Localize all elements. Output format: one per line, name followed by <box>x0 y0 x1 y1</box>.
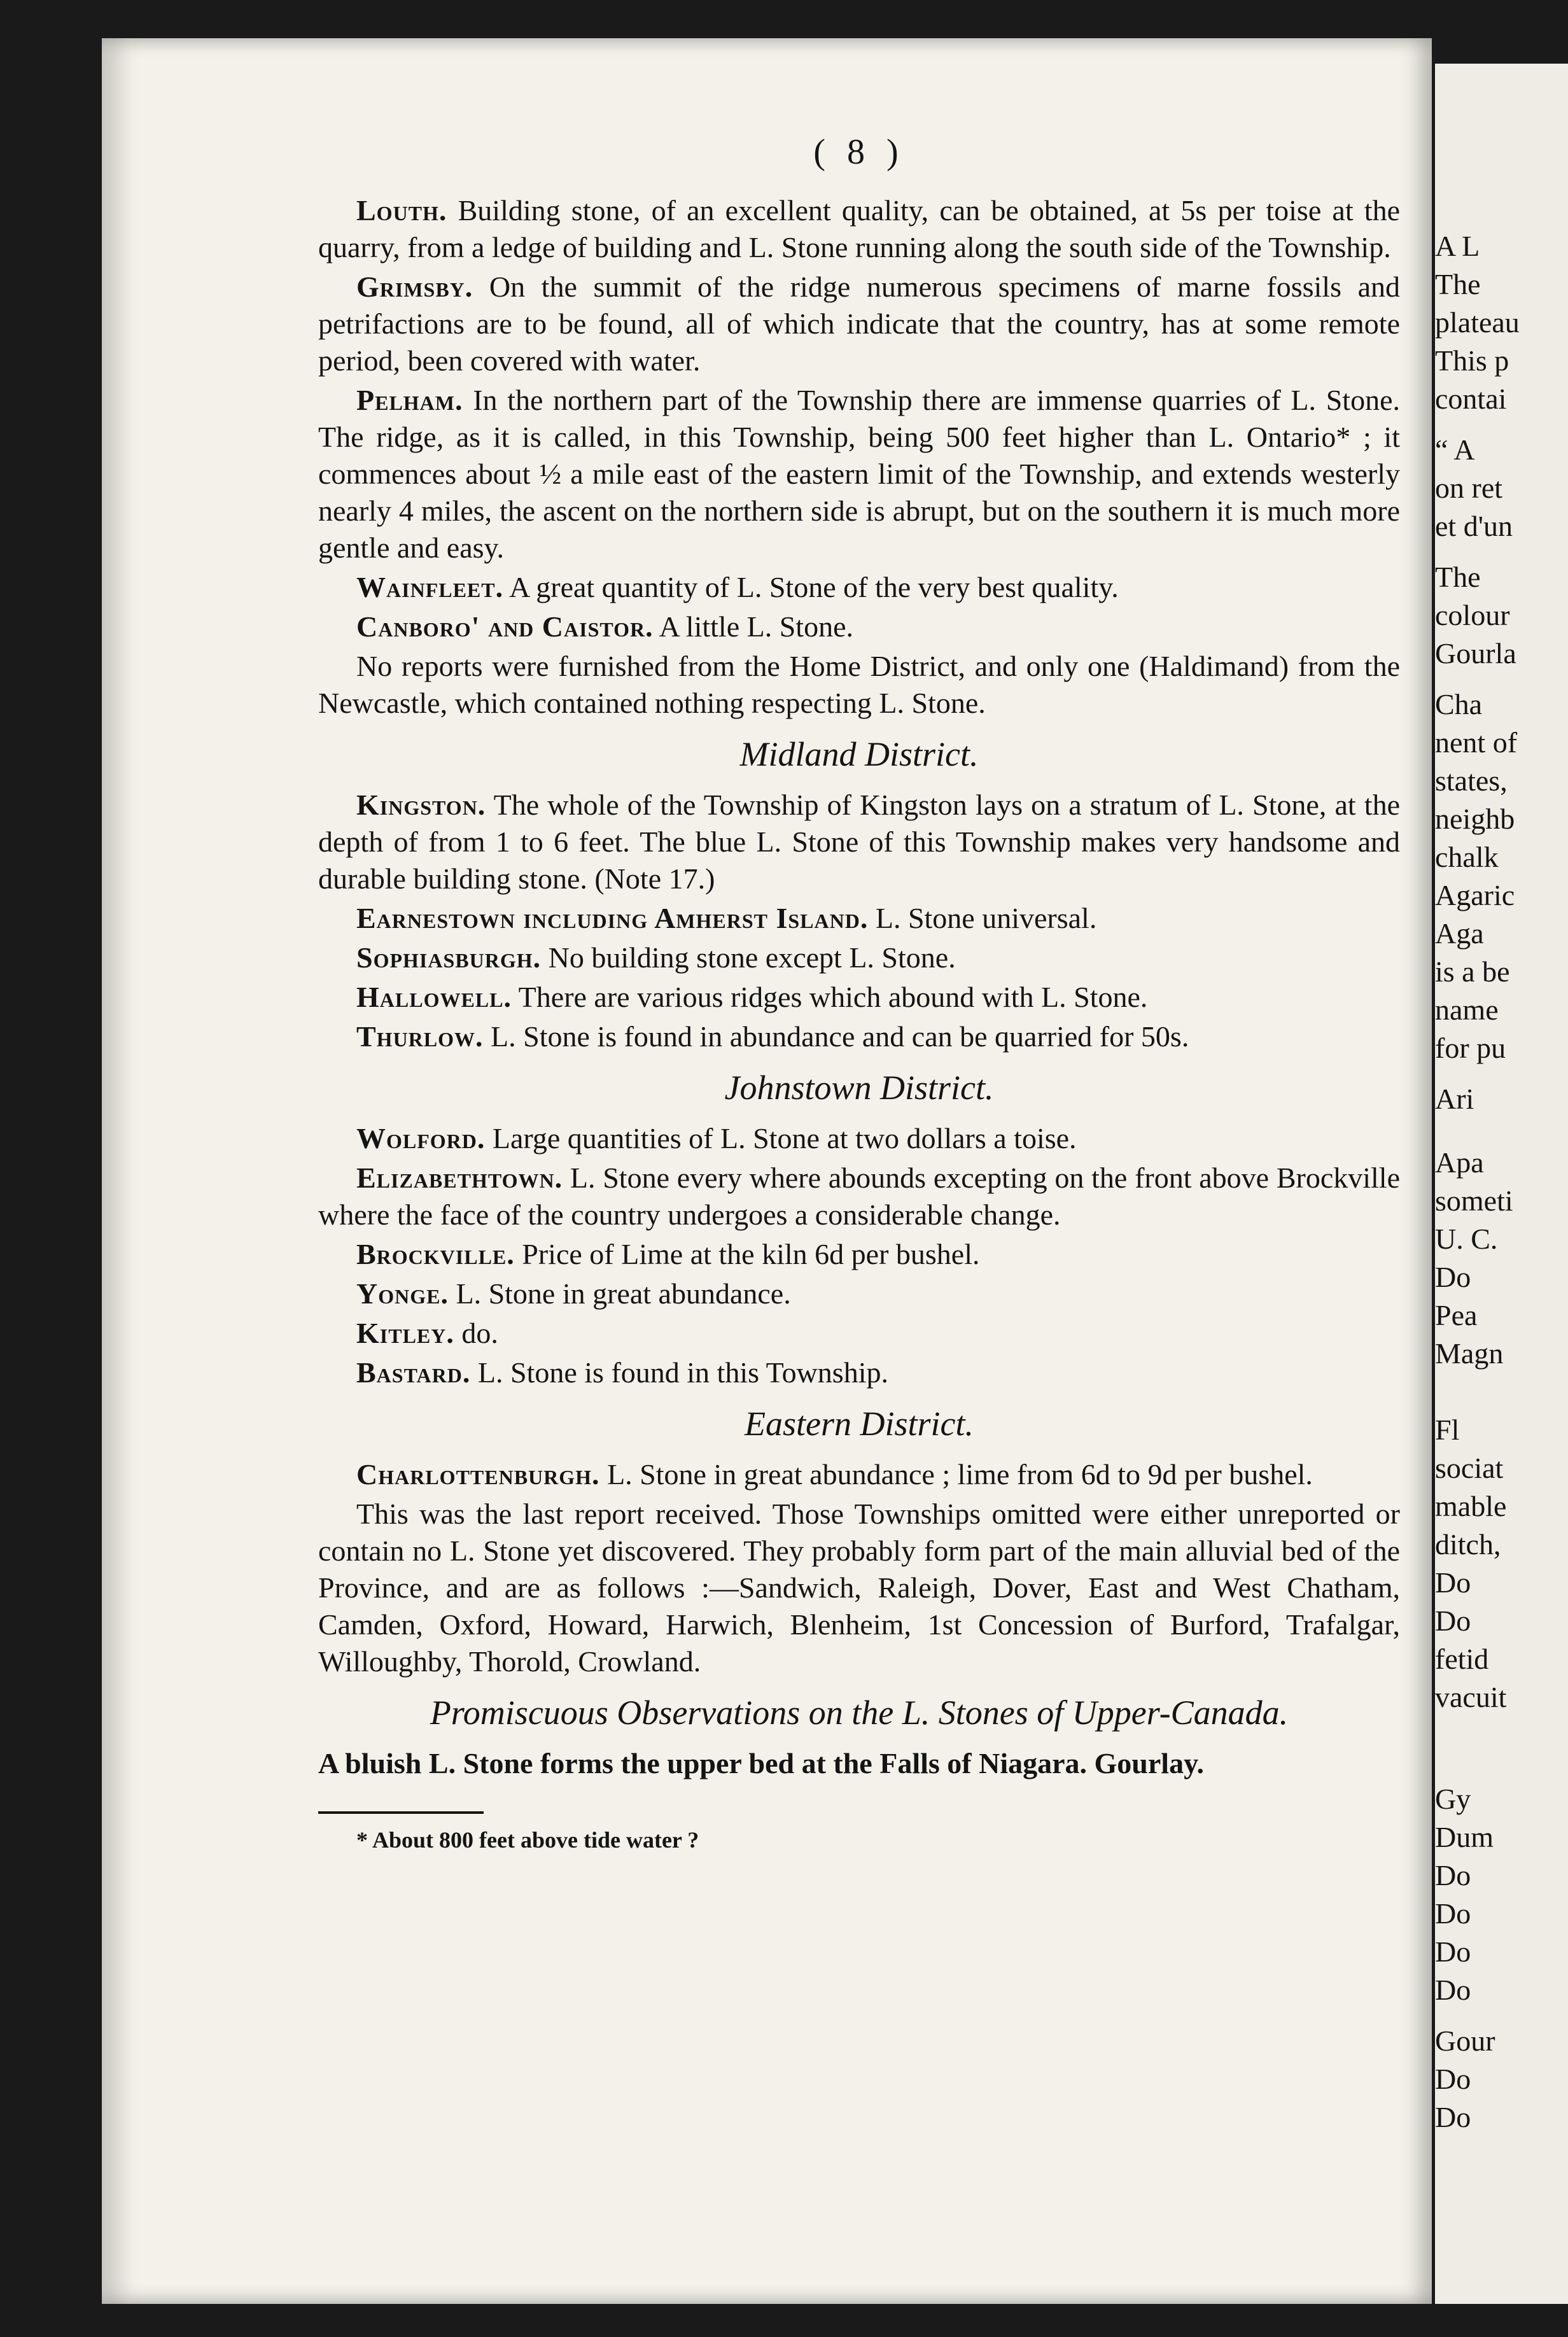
facing-page-fragment: Fl <box>1435 1414 1460 1446</box>
township-name: Earnestown including Amherst Island. <box>356 902 869 934</box>
paragraph <box>318 1315 1400 1352</box>
section-c <box>318 1120 1400 1391</box>
page-text <box>318 134 1400 1858</box>
facing-page-fragment: This p <box>1435 344 1509 377</box>
township-name: Yonge. <box>356 1277 449 1310</box>
paragraph-text: No building stone except L. Stone. <box>548 941 956 974</box>
paragraph-text: L. Stone in great abundance ; lime from 6d to 9d per bushel. <box>607 1458 1313 1491</box>
paragraph-text: A little L. Stone. <box>659 610 853 643</box>
section-b <box>318 787 1400 1055</box>
facing-page-fragment: Do <box>1435 1859 1471 1891</box>
heading-promiscuous-observations: Promiscuous Observations on the L. Stones of Upper-Canada. <box>430 1694 1289 1732</box>
facing-page-fragment: plateau <box>1435 306 1520 339</box>
heading-midland-district: Midland District. <box>739 735 979 773</box>
paragraph-text: The whole of the Township of Kingston lays on a stratum of L. Stone, at the depth of from 1 to 6 feet. The blue L. Stone of this Township makes very handsome and durable building stone. (Note 17.) <box>318 789 1400 895</box>
paragraph <box>318 569 1400 606</box>
township-name: Elizabethtown. <box>356 1161 563 1194</box>
township-name: Hallowell. <box>356 981 512 1013</box>
paragraph-text: do. <box>461 1317 498 1349</box>
facing-page-fragment: et d'un <box>1435 510 1513 542</box>
facing-page-fragment: Do <box>1435 1897 1471 1930</box>
facing-page-fragment: Pea <box>1435 1299 1478 1331</box>
township-name: Brockville. <box>356 1238 515 1270</box>
paragraph <box>318 900 1400 937</box>
facing-page-fragment: someti <box>1435 1184 1513 1217</box>
facing-page-fragment: Gour <box>1435 2025 1495 2057</box>
paragraph-text: L. Stone universal. <box>875 902 1097 934</box>
section-a <box>318 192 1400 722</box>
paragraph <box>318 269 1400 379</box>
paragraph <box>318 1496 1400 1680</box>
paragraph <box>318 939 1400 976</box>
paragraph-text: L. Stone every where abounds excepting on the front above Brockville where the face of the country undergoes a considerable change. <box>318 1161 1401 1231</box>
facing-page-fragment: neighb <box>1435 803 1515 835</box>
facing-page-fragment: Ari <box>1435 1083 1474 1115</box>
paragraph <box>318 1120 1400 1157</box>
paragraph-text: In the northern part of the Township there are immense quarries of L. Stone. The ridge, as it is called, in this Township, being 500 feet higher than L. Ontario* ; it commences about ½ a mile east of the eastern limit of the Township, and extends westerly nearly 4 miles, the ascent on the northern side is abrupt, but on the southern it is much more gentle and easy. <box>318 384 1401 564</box>
paragraph-text: No reports were furnished from the Home District, and only one (Haldimand) from the Newcastle, which contained nothing respecting L. Stone. <box>318 650 1400 719</box>
page-number: ( 8 ) <box>813 132 905 172</box>
facing-page-fragment: Apa <box>1435 1146 1484 1179</box>
paragraph-text: Building stone, of an excellent quality, can be obtained, at 5s per toise at the quarry, from a ledge of building and L. Stone running along the south side of the Township. <box>318 194 1401 263</box>
paragraph <box>318 1456 1400 1493</box>
facing-page-fragment: chalk <box>1435 841 1499 873</box>
facing-page-fragment: Do <box>1435 1935 1471 1968</box>
facing-page-fragment: U. C. <box>1435 1223 1498 1255</box>
township-name: Grimsby. <box>356 270 473 303</box>
facing-page-fragment: Do <box>1435 1261 1471 1293</box>
township-name: Wainfleet. <box>356 571 504 603</box>
paragraph <box>318 608 1400 645</box>
paragraph <box>318 1160 1400 1233</box>
facing-page-fragment: on ret <box>1435 472 1503 504</box>
paragraph-text: There are various ridges which abound with L. Stone. <box>518 981 1148 1013</box>
facing-page-fragment: for pu <box>1435 1032 1506 1064</box>
footnote: * About 800 feet above tide water ? <box>356 1827 699 1853</box>
paragraph-text: Large quantities of L. Stone at two dollars a toise. <box>492 1122 1077 1154</box>
facing-page-fragment: Magn <box>1435 1337 1504 1370</box>
facing-page-fragment: Do <box>1435 1974 1471 2006</box>
facing-page-fragment: name <box>1435 993 1499 1026</box>
heading-eastern-district: Eastern District. <box>745 1405 974 1443</box>
township-name: Louth. <box>356 194 447 227</box>
footnote-rule <box>318 1811 484 1814</box>
facing-page-fragment: fetid <box>1435 1643 1489 1675</box>
facing-page-fragment: Do <box>1435 2101 1471 2133</box>
paragraph-text: L. Stone is found in abundance and can be quarried for 50s. <box>491 1020 1189 1053</box>
township-name: Pelham. <box>356 384 463 416</box>
township-name: Canboro' and Caistor. <box>356 610 654 643</box>
paragraph-text: This was the last report received. Those Townships omitted were either unreported or contain no L. Stone yet discovered. They probably form part of the main alluvial bed of the Province, and are as follows :—Sandwich, Raleigh, Dover, East and West Chatham, Camden, Oxford, Howard, Harwich, Blenheim, 1st Concession of Burford, Trafalgar, Willoughby, Thorold, Crowland. <box>318 1498 1400 1678</box>
heading-johnstown-district: Johnstown District. <box>724 1069 994 1107</box>
facing-page-fragment: Do <box>1435 1604 1471 1637</box>
facing-page-fragment: sociat <box>1435 1452 1504 1484</box>
facing-page-fragment: Gourla <box>1435 637 1516 670</box>
facing-page <box>1435 64 1568 2304</box>
facing-page-fragment: colour <box>1435 599 1510 631</box>
township-name: Wolford. <box>356 1122 486 1154</box>
facing-page-fragment: Do <box>1435 1566 1471 1599</box>
facing-page-fragment: “ A <box>1435 433 1475 466</box>
facing-page-fragment: Aga <box>1435 917 1484 950</box>
township-name: Thurlow. <box>356 1020 484 1053</box>
paragraph <box>318 979 1400 1016</box>
facing-page-fragment: Agaric <box>1435 879 1515 911</box>
facing-page-fragment: nent of <box>1435 726 1518 759</box>
paragraph-text: A great quantity of L. Stone of the very best quality. <box>509 571 1119 603</box>
paragraph-text: On the summit of the ridge numerous specimens of marne fossils and petrifactions are to be found, all of which indicate that the country, has at some remote period, been covered with water. <box>318 270 1400 377</box>
paragraph-text: L. Stone is found in this Township. <box>477 1356 888 1389</box>
last-line: A bluish L. Stone forms the upper bed at the Falls of Niagara. Gourlay. <box>318 1747 1205 1779</box>
paragraph <box>318 1354 1400 1391</box>
paragraph <box>318 1018 1400 1055</box>
facing-page-fragment: The <box>1435 561 1481 593</box>
township-name: Kitley. <box>356 1317 454 1349</box>
facing-page-fragment: Do <box>1435 2063 1471 2095</box>
facing-page-fragment: is a be <box>1435 955 1510 988</box>
paragraph <box>318 648 1400 722</box>
facing-page-fragment: mable <box>1435 1490 1507 1522</box>
township-name: Sophiasburgh. <box>356 941 542 974</box>
facing-page-fragment: contai <box>1435 382 1507 415</box>
township-name: Charlottenburgh. <box>356 1458 600 1491</box>
paragraph <box>318 787 1400 897</box>
facing-page-fragment: states, <box>1435 764 1508 797</box>
paragraph <box>318 1275 1400 1312</box>
facing-page-fragment: A L <box>1435 230 1480 262</box>
paragraph <box>318 382 1400 566</box>
township-name: Kingston. <box>356 789 486 821</box>
facing-page-fragment: The <box>1435 268 1481 300</box>
facing-page-fragment: Gy <box>1435 1783 1471 1815</box>
section-d <box>318 1456 1400 1680</box>
paragraph <box>318 1236 1400 1273</box>
paragraph-text: L. Stone in great abundance. <box>456 1277 791 1310</box>
facing-page-fragment: Dum <box>1435 1821 1494 1853</box>
paragraph-text: Price of Lime at the kiln 6d per bushel. <box>522 1238 980 1270</box>
facing-page-fragment: vacuit <box>1435 1681 1507 1713</box>
township-name: Bastard. <box>356 1356 471 1389</box>
facing-page-fragment: ditch, <box>1435 1528 1501 1561</box>
facing-page-fragment: Cha <box>1435 688 1483 720</box>
paragraph <box>318 192 1400 266</box>
